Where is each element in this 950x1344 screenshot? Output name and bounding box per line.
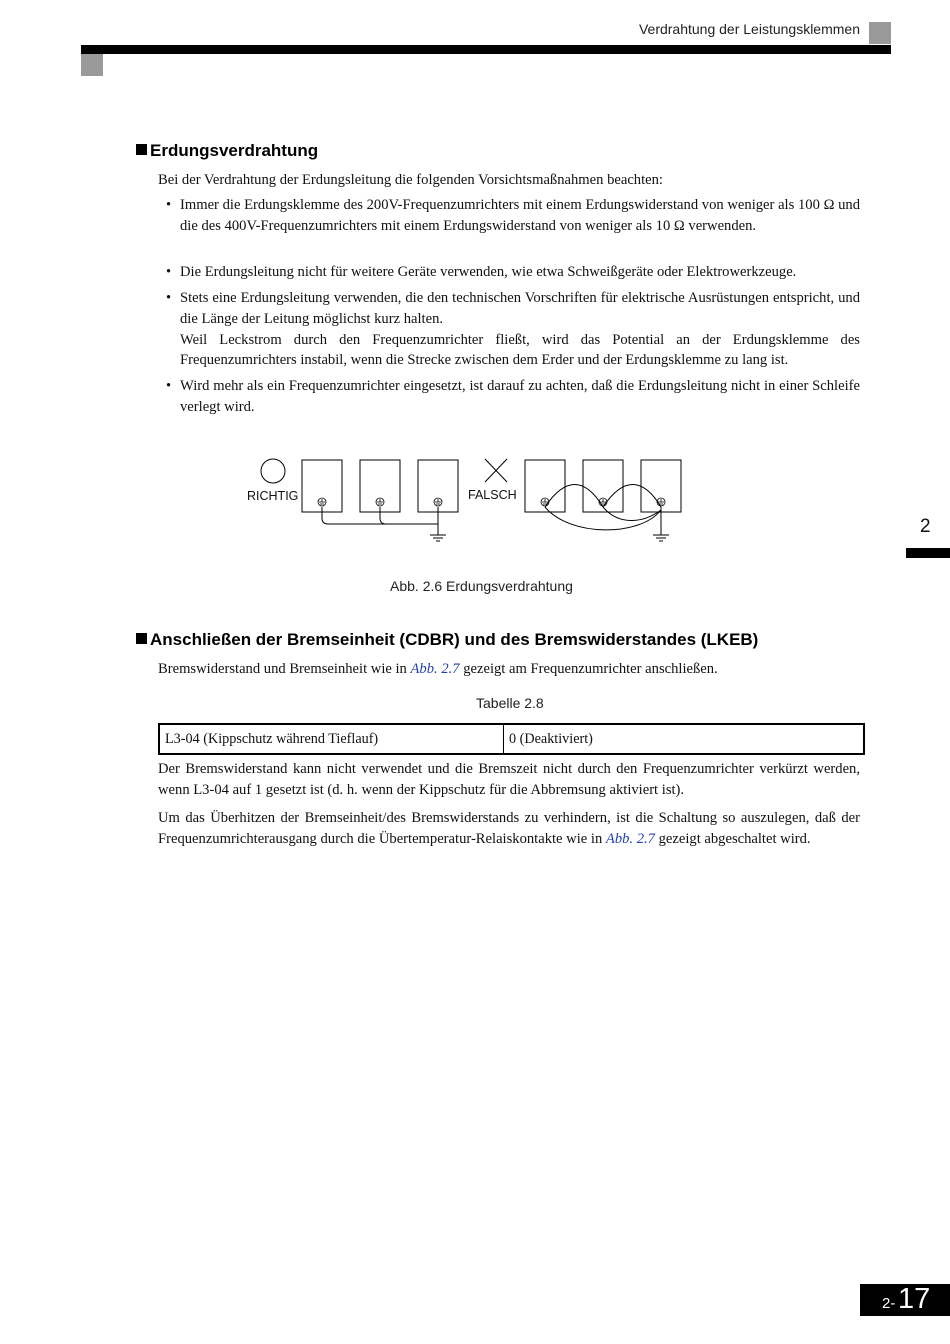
- page-number-prefix: 2-: [882, 1295, 896, 1312]
- table-cell-parameter: L3-04 (Kippschutz während Tieflauf): [159, 724, 504, 754]
- grounding-intro: Bei der Verdrahtung der Erdungsleitung die folgenden Vorsichtsmaßnahmen beachten:: [158, 172, 663, 188]
- header-gray-square: [869, 22, 891, 44]
- grounding-bullet-3-note: Weil Leckstrom durch den Frequenzumrichter fließt, wird das Potential an der Erdungsklemme des Frequenzumrichters instabil, wenn die Strecke zwischen dem Erder und der Erdungsklemme zu lang ist.: [180, 331, 860, 369]
- ground-terminal-icon: [541, 498, 549, 506]
- label-falsch: FALSCH: [468, 488, 517, 502]
- running-header-title: Verdrahtung der Leistungsklemmen: [638, 21, 860, 37]
- page-number-box: [860, 1284, 950, 1316]
- grounding-bullet-3: • Stets eine Erdungsleitung verwenden, die den technischen Vorschriften für elektrische Ausrüstungen entspricht, und die Länge der Leitung möglichst kurz halten. Weil Leckstrom durch den Frequenzumrichter fließt, wird das Potential an der Erdungsklemme des Frequenzumrichters instabil, wenn die Strecke zwischen dem Erder und der Erdungsklemme zu lang ist.: [158, 288, 860, 371]
- ground-terminal-icon: [376, 498, 384, 506]
- grounding-bullet-1: • Immer die Erdungsklemme des 200V-Frequenzumrichters mit einem Erdungswiderstand von weniger als 100 Ω und die des 400V-Frequenzumrichters mit einem Erdungswiderstand von weniger als 10 Ω verwenden.: [166, 197, 860, 234]
- section-heading-braking: Anschließen der Bremseinheit (CDBR) und des Bremswiderstandes (LKEB): [136, 630, 758, 650]
- earth-ground-icon: [430, 535, 446, 541]
- section-heading-grounding: Erdungsverdrahtung: [136, 141, 318, 161]
- ground-terminal-icon: [657, 498, 665, 506]
- earth-ground-icon: [653, 535, 669, 541]
- header-rule: [81, 45, 891, 54]
- ground-terminal-icon: [599, 498, 607, 506]
- correct-circle-icon: [261, 459, 285, 483]
- chapter-tab-bar: [906, 548, 950, 558]
- table-row: [159, 724, 864, 754]
- label-richtig: RICHTIG: [247, 489, 299, 503]
- grounding-bullet-4: • Wird mehr als ein Frequenzumrichter eingesetzt, ist darauf zu achten, daß die Erdungsleitung nicht in einer Schleife verlegt wird.: [166, 378, 860, 415]
- grounding-wiring-diagram: [240, 452, 700, 547]
- wrong-cross-icon: [485, 459, 507, 482]
- square-bullet-icon: [136, 144, 147, 155]
- ground-terminal-icon: [434, 498, 442, 506]
- ground-terminal-icon: [318, 498, 326, 506]
- braking-intro: Bremswiderstand und Bremseinheit wie in Abb. 2.7 gezeigt am Frequenzumrichter anschließen.: [158, 661, 718, 677]
- table-cell-value: 0 (Deaktiviert): [504, 724, 865, 754]
- figure-caption: Abb. 2.6 Erdungsverdrahtung: [390, 578, 573, 594]
- figure-link[interactable]: Abb. 2.7: [410, 661, 460, 677]
- chapter-tab-number: 2: [920, 516, 931, 537]
- braking-paragraph-2: Um das Überhitzen der Bremseinheit/des Bremswiderstands zu verhindern, ist die Schaltung so auszulegen, daß der Frequenzumrichterausgang durch die Übertemperatur-Relaiskontakte wie in Abb. 2.7 gezeigt abgeschaltet wird.: [158, 810, 860, 847]
- braking-paragraph-1: Der Bremswiderstand kann nicht verwendet und die Bremszeit nicht durch den Frequenzumrichter verkürzt werden, wenn L3-04 auf 1 gesetzt ist (d. h. wenn der Kippschutz für die Abbremsung aktiviert ist).: [158, 761, 860, 798]
- square-bullet-icon: [136, 633, 147, 644]
- grounding-bullet-2: • Die Erdungsleitung nicht für weitere Geräte verwenden, wie etwa Schweißgeräte oder Elektrowerkzeuge.: [166, 264, 797, 280]
- parameter-table: [158, 723, 865, 755]
- page-number: 17: [898, 1283, 931, 1315]
- figure-link[interactable]: Abb. 2.7: [605, 830, 655, 847]
- table-caption: Tabelle 2.8: [476, 695, 544, 711]
- header-gray-square-left: [81, 54, 103, 76]
